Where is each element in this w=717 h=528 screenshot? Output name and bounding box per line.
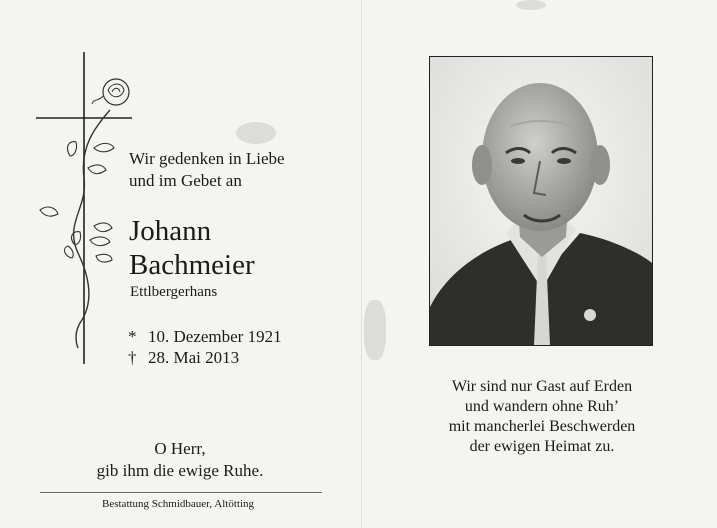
cross-with-rose-icon <box>34 48 140 368</box>
stain <box>516 0 546 10</box>
intro-text <box>129 148 285 192</box>
nickname: Ettlbergerhans <box>130 284 218 300</box>
first-name: Johann <box>129 215 212 247</box>
last-name: Bachmeier <box>129 249 255 281</box>
death-date: 28. Mai 2013 <box>148 348 240 367</box>
intro-line: Wir gedenken in Liebe <box>129 149 285 168</box>
verse-line: mit mancherlei Beschwerden <box>448 418 636 435</box>
life-dates <box>128 326 282 368</box>
prayer <box>60 438 300 482</box>
death-row <box>128 347 282 368</box>
intro-line: und im Gebet an <box>129 171 242 190</box>
stain <box>236 122 276 144</box>
portrait-photo <box>429 56 653 346</box>
birth-symbol: * <box>128 327 137 346</box>
verse-line: und wandern ohne Ruh’ <box>464 398 620 415</box>
deceased-name <box>129 214 255 282</box>
death-symbol: † <box>128 348 137 367</box>
stain <box>364 300 386 360</box>
birth-row <box>128 326 282 347</box>
memorial-verse <box>412 377 672 457</box>
verse-line: der ewigen Heimat zu. <box>469 438 615 455</box>
verse-line: Wir sind nur Gast auf Erden <box>451 378 633 395</box>
fold-line <box>361 0 362 528</box>
divider <box>40 492 322 493</box>
prayer-line: gib ihm die ewige Ruhe. <box>96 461 264 480</box>
birth-date: 10. Dezember 1921 <box>148 327 282 346</box>
prayer-line: O Herr, <box>154 439 206 458</box>
undertaker-credit: Bestattung Schmidbauer, Altötting <box>102 498 255 510</box>
